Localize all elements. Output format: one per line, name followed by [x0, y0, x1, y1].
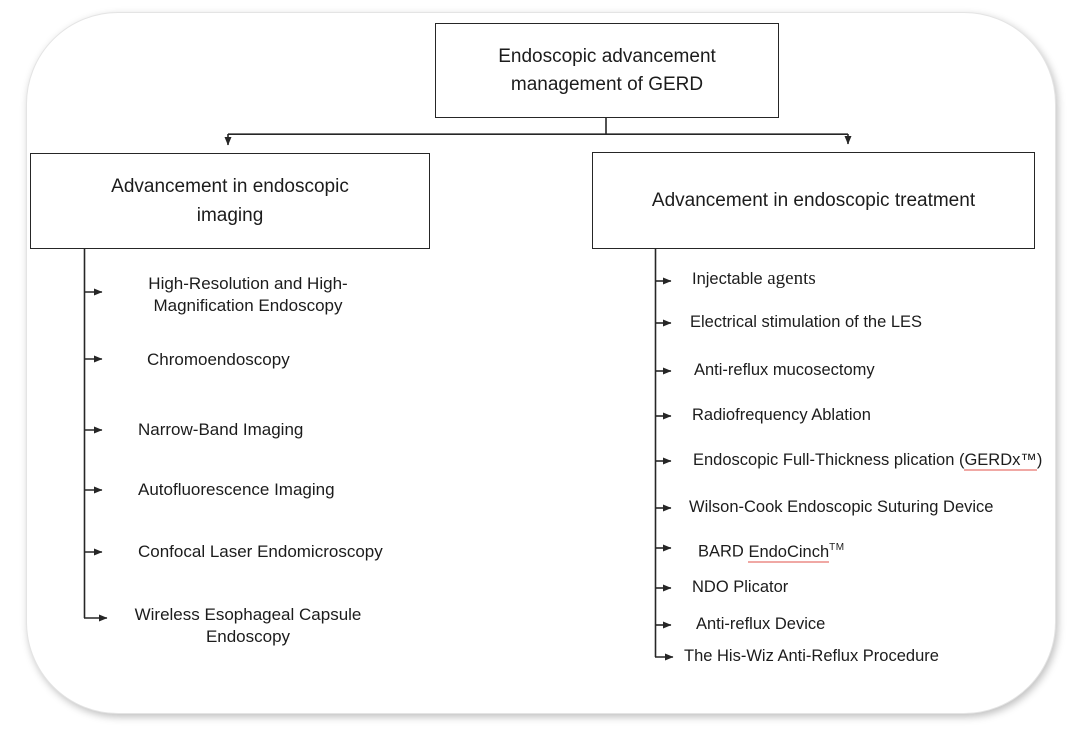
title-box — [435, 23, 779, 118]
item-text: Radiofrequency Ablation — [692, 406, 871, 424]
treatment-item — [692, 577, 788, 598]
item-text: The His-Wiz Anti-Reflux Procedure — [684, 647, 939, 665]
imaging-item: Chromoendoscopy — [147, 350, 290, 369]
imaging-item: Narrow-Band Imaging — [138, 420, 304, 439]
item-text-serif: agents — [767, 268, 816, 289]
imaging-item: Wireless Esophageal Capsule Endoscopy — [134, 605, 362, 646]
item-text: Anti-reflux Device — [696, 615, 826, 633]
item-text: ) — [1036, 451, 1043, 469]
trademark-superscript: TM — [829, 542, 845, 553]
treatment-item — [693, 450, 1042, 471]
treatment-header-box — [592, 152, 1035, 249]
imaging-item: Autofluorescence Imaging — [138, 480, 335, 499]
item-text: BARD — [698, 542, 749, 561]
treatment-item — [689, 497, 993, 518]
item-text: Injectable — [692, 270, 768, 288]
treatment-item — [696, 614, 825, 635]
imaging-item: Confocal Laser Endomicroscopy — [138, 542, 383, 561]
item-text-spellcheck: EndoCinch — [748, 542, 830, 561]
treatment-item — [692, 268, 816, 290]
imaging-header-label: Advancement in endoscopic imaging — [111, 176, 349, 226]
imaging-header-box — [30, 153, 430, 249]
item-text: Wilson-Cook Endoscopic Suturing Device — [689, 498, 994, 516]
treatment-item — [694, 360, 875, 381]
treatment-item — [690, 312, 922, 333]
treatment-item — [692, 405, 871, 426]
item-text: NDO Plicator — [692, 578, 789, 596]
item-text: Anti-reflux mucosectomy — [694, 361, 875, 379]
item-text: Electrical stimulation of the LES — [690, 313, 923, 331]
treatment-item — [684, 646, 939, 667]
treatment-header-label: Advancement in endoscopic treatment — [651, 189, 976, 211]
item-text: Endoscopic Full-Thickness plication ( — [693, 451, 965, 469]
treatment-item — [698, 537, 845, 563]
imaging-item: High-Resolution and High-Magnification Endoscopy — [148, 274, 348, 315]
item-text-spellcheck: GERDx™ — [964, 451, 1037, 469]
diagram-title: Endoscopic advancement management of GERD — [498, 45, 716, 95]
